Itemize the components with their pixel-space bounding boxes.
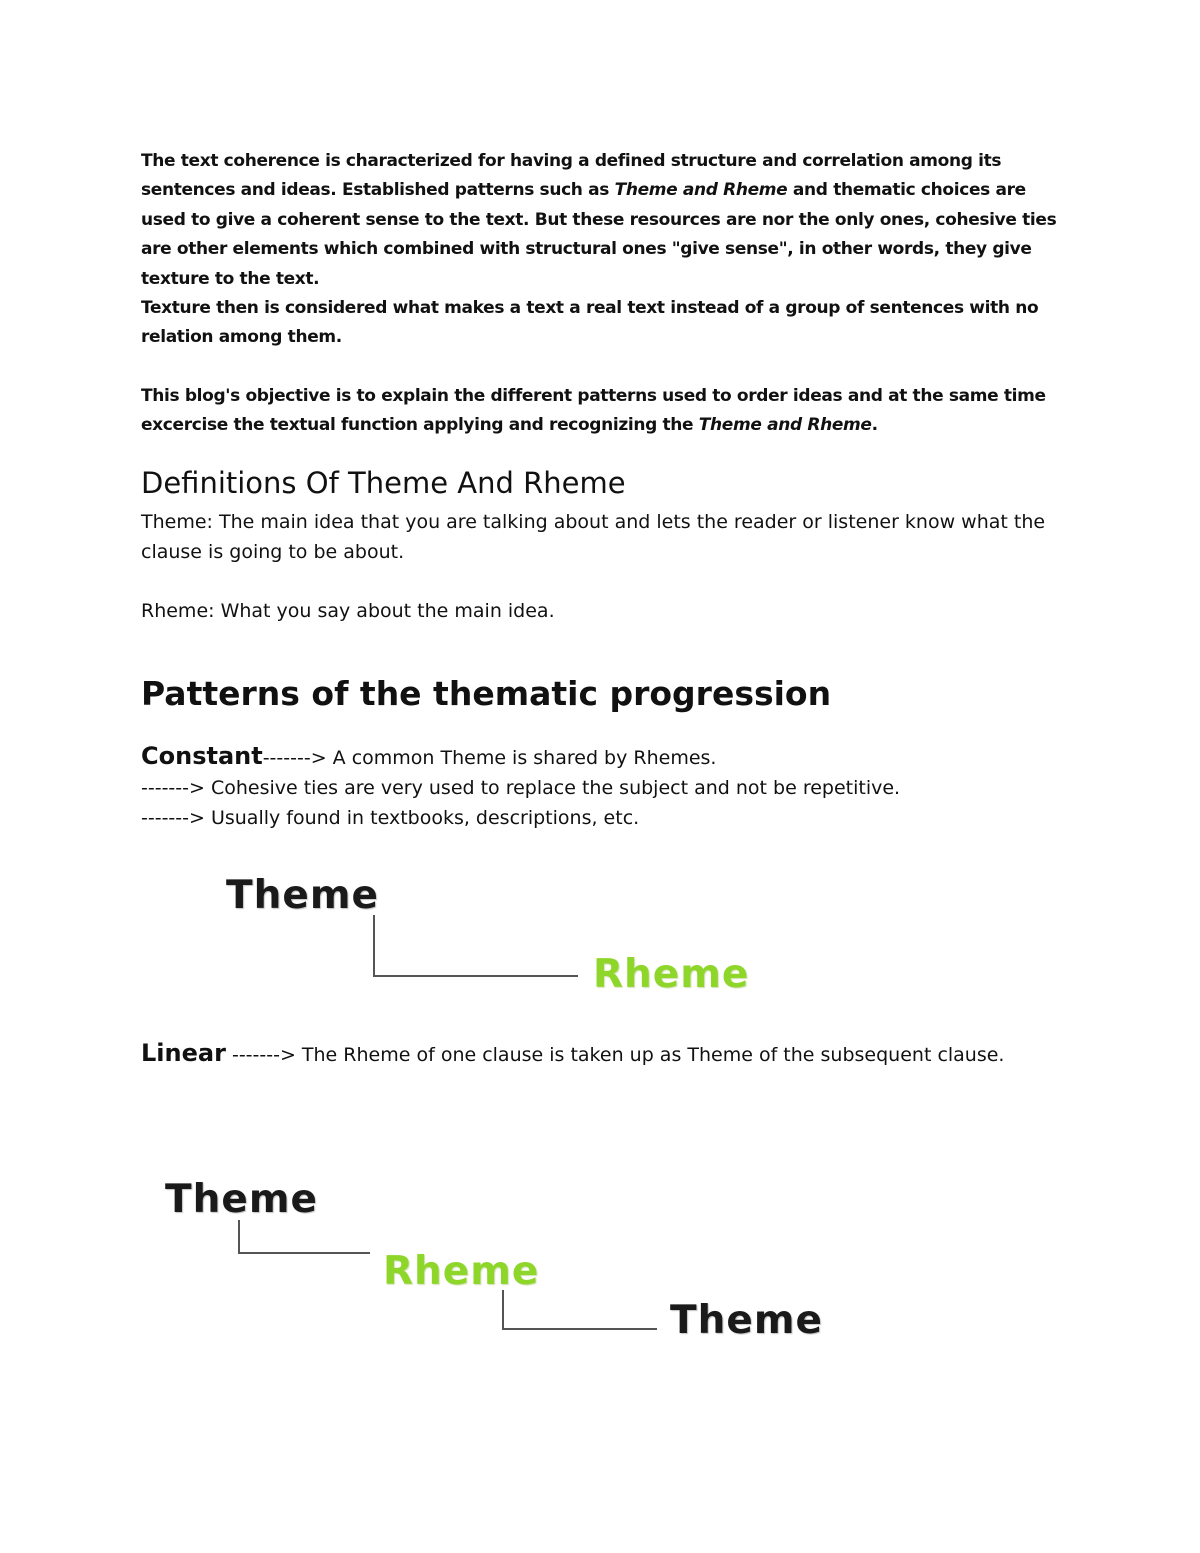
constant-diagram-theme: Theme (226, 873, 379, 918)
linear-diagram-connector-2 (502, 1290, 657, 1330)
linear-diagram-connector-1 (238, 1220, 370, 1254)
linear-term: Linear (141, 1039, 226, 1067)
constant-pattern (141, 741, 1061, 833)
intro-p3-text-a: This blog's objective is to explain the different patterns used to order ideas and at the same time excercise the textual function applying and recognizing the (141, 385, 1046, 436)
constant-line-2: -------> Cohesive ties are very used to replace the subject and not be repetitive. (141, 777, 901, 799)
patterns-heading: Patterns of the thematic progression (141, 674, 832, 713)
linear-text: -------> The Rheme of one clause is taken up as Theme of the subsequent clause. (225, 1044, 1005, 1066)
constant-diagram-connector (373, 915, 578, 977)
intro-p1-emphasis: Theme and Rheme (614, 180, 788, 201)
linear-description (141, 1038, 1061, 1071)
linear-diagram-rheme: Rheme (383, 1249, 540, 1294)
intro-text (141, 147, 1061, 441)
intro-p1-text-a: The text coherence is characterized for having a defined structure and correlation among its sentences and ideas. Established patterns such as (141, 151, 1002, 201)
rheme-definition: Rheme: What you say about the main idea. (141, 599, 555, 622)
linear-diagram-theme-1: Theme (165, 1177, 318, 1222)
intro-paragraph-1 (141, 147, 1061, 294)
theme-definition: Theme: The main idea that you are talking about and lets the reader or listener know what the clause is going to be about. (141, 511, 1046, 563)
intro-paragraph-2: Texture then is considered what makes a text a real text instead of a group of sentences with no relation among them. (141, 298, 1039, 348)
intro-p3-emphasis: Theme and Rheme (698, 415, 872, 436)
paragraph-spacer (141, 567, 1051, 597)
definitions-block (141, 508, 1051, 626)
constant-term: Constant (141, 742, 263, 770)
linear-pattern (141, 1038, 1061, 1071)
constant-line-1 (141, 741, 1061, 773)
constant-diagram-rheme: Rheme (593, 952, 750, 997)
intro-paragraph-3 (141, 382, 1061, 441)
intro-p3-text-b: . (871, 415, 878, 436)
paragraph-spacer (141, 353, 1061, 382)
constant-line-1-text: -------> A common Theme is shared by Rhemes. (262, 747, 717, 769)
definitions-heading: Definitions Of Theme And Rheme (141, 466, 626, 500)
constant-line-3: -------> Usually found in textbooks, descriptions, etc. (141, 807, 640, 829)
linear-diagram-theme-2: Theme (670, 1298, 823, 1343)
intro-p1-text-b: and thematic choices are used to give a coherent sense to the text. But these resources are nor the only ones, cohesive ties are other elements which combined with structural ones "give sense", in other words, they give texture to the text. (141, 180, 1057, 289)
